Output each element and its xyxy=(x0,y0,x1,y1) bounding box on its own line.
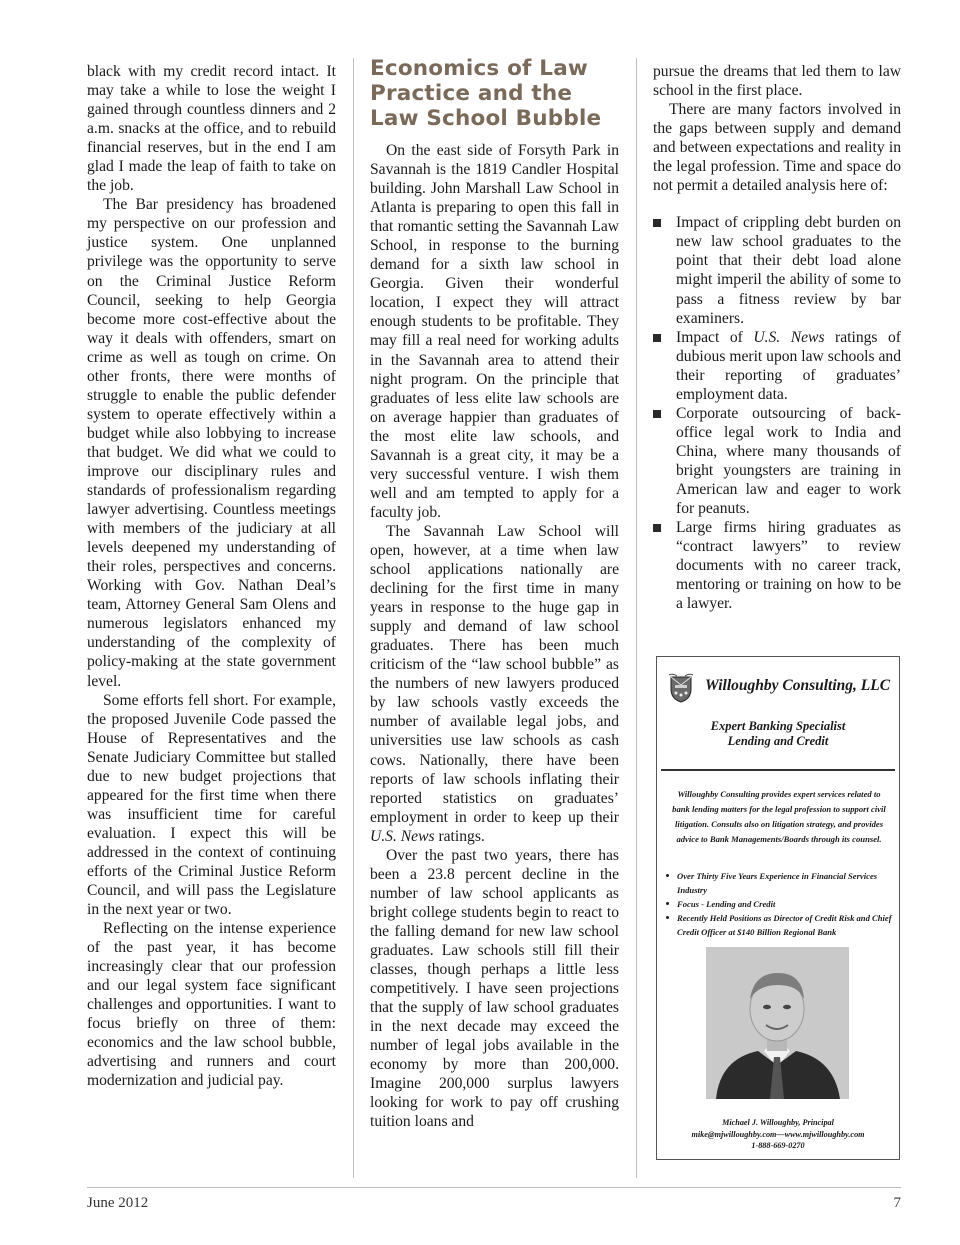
ad-signature xyxy=(657,1117,899,1152)
principal-name: Michael J. Willoughby, Principal xyxy=(722,1118,834,1127)
issue-date: June 2012 xyxy=(87,1195,149,1211)
column-divider-2 xyxy=(636,58,637,1178)
list-item: Corporate outsourcing of back-office legal work to India and China, where many thousands of bright youngsters are training in American law and eager to work for peanuts. xyxy=(653,404,901,518)
paragraph: Reflecting on the intense experience of the past year, it has become increasingly clear that our profession and our legal system face significant challenges and opportunities. I want to focus briefly on three of them: economics and the law school bubble, advertising and runners and court modernization and judicial pay. xyxy=(87,920,336,1090)
bullet-icon xyxy=(666,902,669,905)
list-item: Impact of crippling debt burden on new law school graduates to the point that their debt load alone might imperil the ability of some to pass a fitness review by bar examiners. xyxy=(653,213,901,327)
list-item: Impact of U.S. News ratings of dubious merit upon law schools and their reporting of graduates’ employment data. xyxy=(653,328,901,404)
factor-list xyxy=(653,213,901,613)
text-run: The Savannah Law School will open, however, at a time when law school applications nationally are declining for the first time in many years in response to the huge gap in supply and demand of law school graduates. There has been much criticism of the “law school bubble” as the numbers of new lawyers produced by law schools vastly exceeds the number of available legal jobs, and universities use law schools as cash cows. Nationally, there have been reports of law schools inflating their reported statistics on graduates’ employment in order to keep up their xyxy=(370,522,619,826)
list-item: Over Thirty Five Years Experience in Financial Services Industry xyxy=(663,869,895,897)
portrait-photo xyxy=(706,947,849,1099)
paragraph: The Bar presidency has broadened my perspective on our profession and justice system. One unplanned privilege was the opportunity to serve on the Criminal Justice Reform Council, seeking to help Georgia become more cost-effective about the way it deals with offenders, smart on crime as well as tough on crime. On other fronts, there were months of struggle to enable the public defender system to operate effectively within a budget while also lobbying to increase that budget. We did what we could to improve our disciplinary rules and standards of professionalism regarding lawyer advertising. Countless meetings with members of the judiciary at all levels deepened my understanding of their roles, perspectives and concerns. Working with Gov. Nathan Deal’s team, Attorney General Sam Olens and numerous legislators enhanced my understanding of the complexity of policy-making at the state government level. xyxy=(87,196,336,690)
bullet-icon xyxy=(666,874,669,877)
square-bullet-icon xyxy=(653,219,661,227)
contact-info: mike@mjwilloughby.com—www.mjwilloughby.com xyxy=(691,1129,865,1139)
list-item: Focus - Lending and Credit xyxy=(663,897,895,911)
square-bullet-icon xyxy=(653,334,661,342)
ad-tagline: Expert Banking Specialist Lending and Credit xyxy=(710,719,846,748)
square-bullet-icon xyxy=(653,410,661,418)
list-item: Large firms hiring graduates as “contract lawyers” to review documents with no career track, mentoring or training on how to be a lawyer. xyxy=(653,518,901,613)
ad-description: Willoughby Consulting provides expert services related to bank lending matters for the legal profession to support civil litigation. Consults also on litigation strategy, and provides advice to Bank Managements/Boards through its counsel. xyxy=(672,789,886,844)
company-name: Willoughby Consulting, LLC xyxy=(705,677,891,694)
list-item: Recently Held Positions as Director of Credit Risk and Chief Credit Officer at $140 Billion Regional Bank xyxy=(663,911,895,939)
square-bullet-icon xyxy=(653,524,661,532)
publication-name: U.S. News xyxy=(753,328,825,346)
phone-number: 1-888-669-0270 xyxy=(751,1141,805,1150)
paragraph: pursue the dreams that led them to law school in the first place. xyxy=(653,63,901,100)
column-1 xyxy=(87,62,336,1091)
article-headline: Economics of Law Practice and the Law School Bubble xyxy=(370,56,602,131)
paragraph: On the east side of Forsyth Park in Savannah is the 1819 Candler Hospital building. John Marshall Law School in Atlanta is preparing to open this fall in that romantic setting the Savannah Law School, in response to the burning demand for a sixth law school in Georgia. Given their wonderful location, I expect they will attract enough students to be profitable. They may fill a real need for working adults in the Savannah area to attend their night program. On the principle that graduates of less elite law schools are on average happier than graduates of the most elite law schools, and Savannah is a great city, it may be a very successful venture. I wish them well and am tempted to apply for a faculty job. xyxy=(370,142,619,521)
page-number: 7 xyxy=(893,1195,901,1211)
column-3 xyxy=(653,62,901,613)
text-run: ratings. xyxy=(434,827,485,845)
paragraph: There are many factors involved in the gaps between supply and demand and between expectations and reality in the legal profession. Time and space do not permit a detailed analysis here of: xyxy=(653,101,901,195)
paragraph: black with my credit record intact. It may take a while to lose the weight I gained through countless dinners and 2 a.m. snacks at the office, and to rebuild financial reserves, but in the end I am glad I made the leap of faith to take on the job. xyxy=(87,63,336,195)
column-divider-1 xyxy=(353,58,354,1178)
ad-header xyxy=(665,671,893,703)
family-crest-icon xyxy=(667,673,695,703)
advertisement xyxy=(656,656,900,1160)
paragraph: Some efforts fell short. For example, the proposed Juvenile Code passed the House of Representatives and the Senate Judiciary Committee but stalled due to new budget projections that appeared for the first time when there was insufficient time for careful evaluation. I expect this will be addressed in the context of continuing efforts of the Criminal Justice Reform Council, and will pass the Legislature in the next year or two. xyxy=(87,691,336,919)
ad-divider xyxy=(661,769,895,771)
paragraph: Over the past two years, there has been a 23.8 percent decline in the number of law school applicants as bright college students begin to react to the falling demand for new law school graduates. Law schools still fill their classes, though perhaps a little less competitively. I have seen projections that the supply of law school graduates in the next decade may exceed the number of legal jobs available in the economy by more than 200,000. Imagine 200,000 surplus lawyers looking for work to pay off crushing tuition loans and xyxy=(370,846,619,1131)
ad-qualifications xyxy=(663,869,895,939)
portrait-illustration xyxy=(706,947,849,1099)
bullet-icon xyxy=(666,916,669,919)
publication-name: U.S. News xyxy=(370,827,435,845)
paragraph xyxy=(370,522,619,846)
column-2 xyxy=(370,56,619,1131)
footer-rule xyxy=(87,1187,901,1188)
